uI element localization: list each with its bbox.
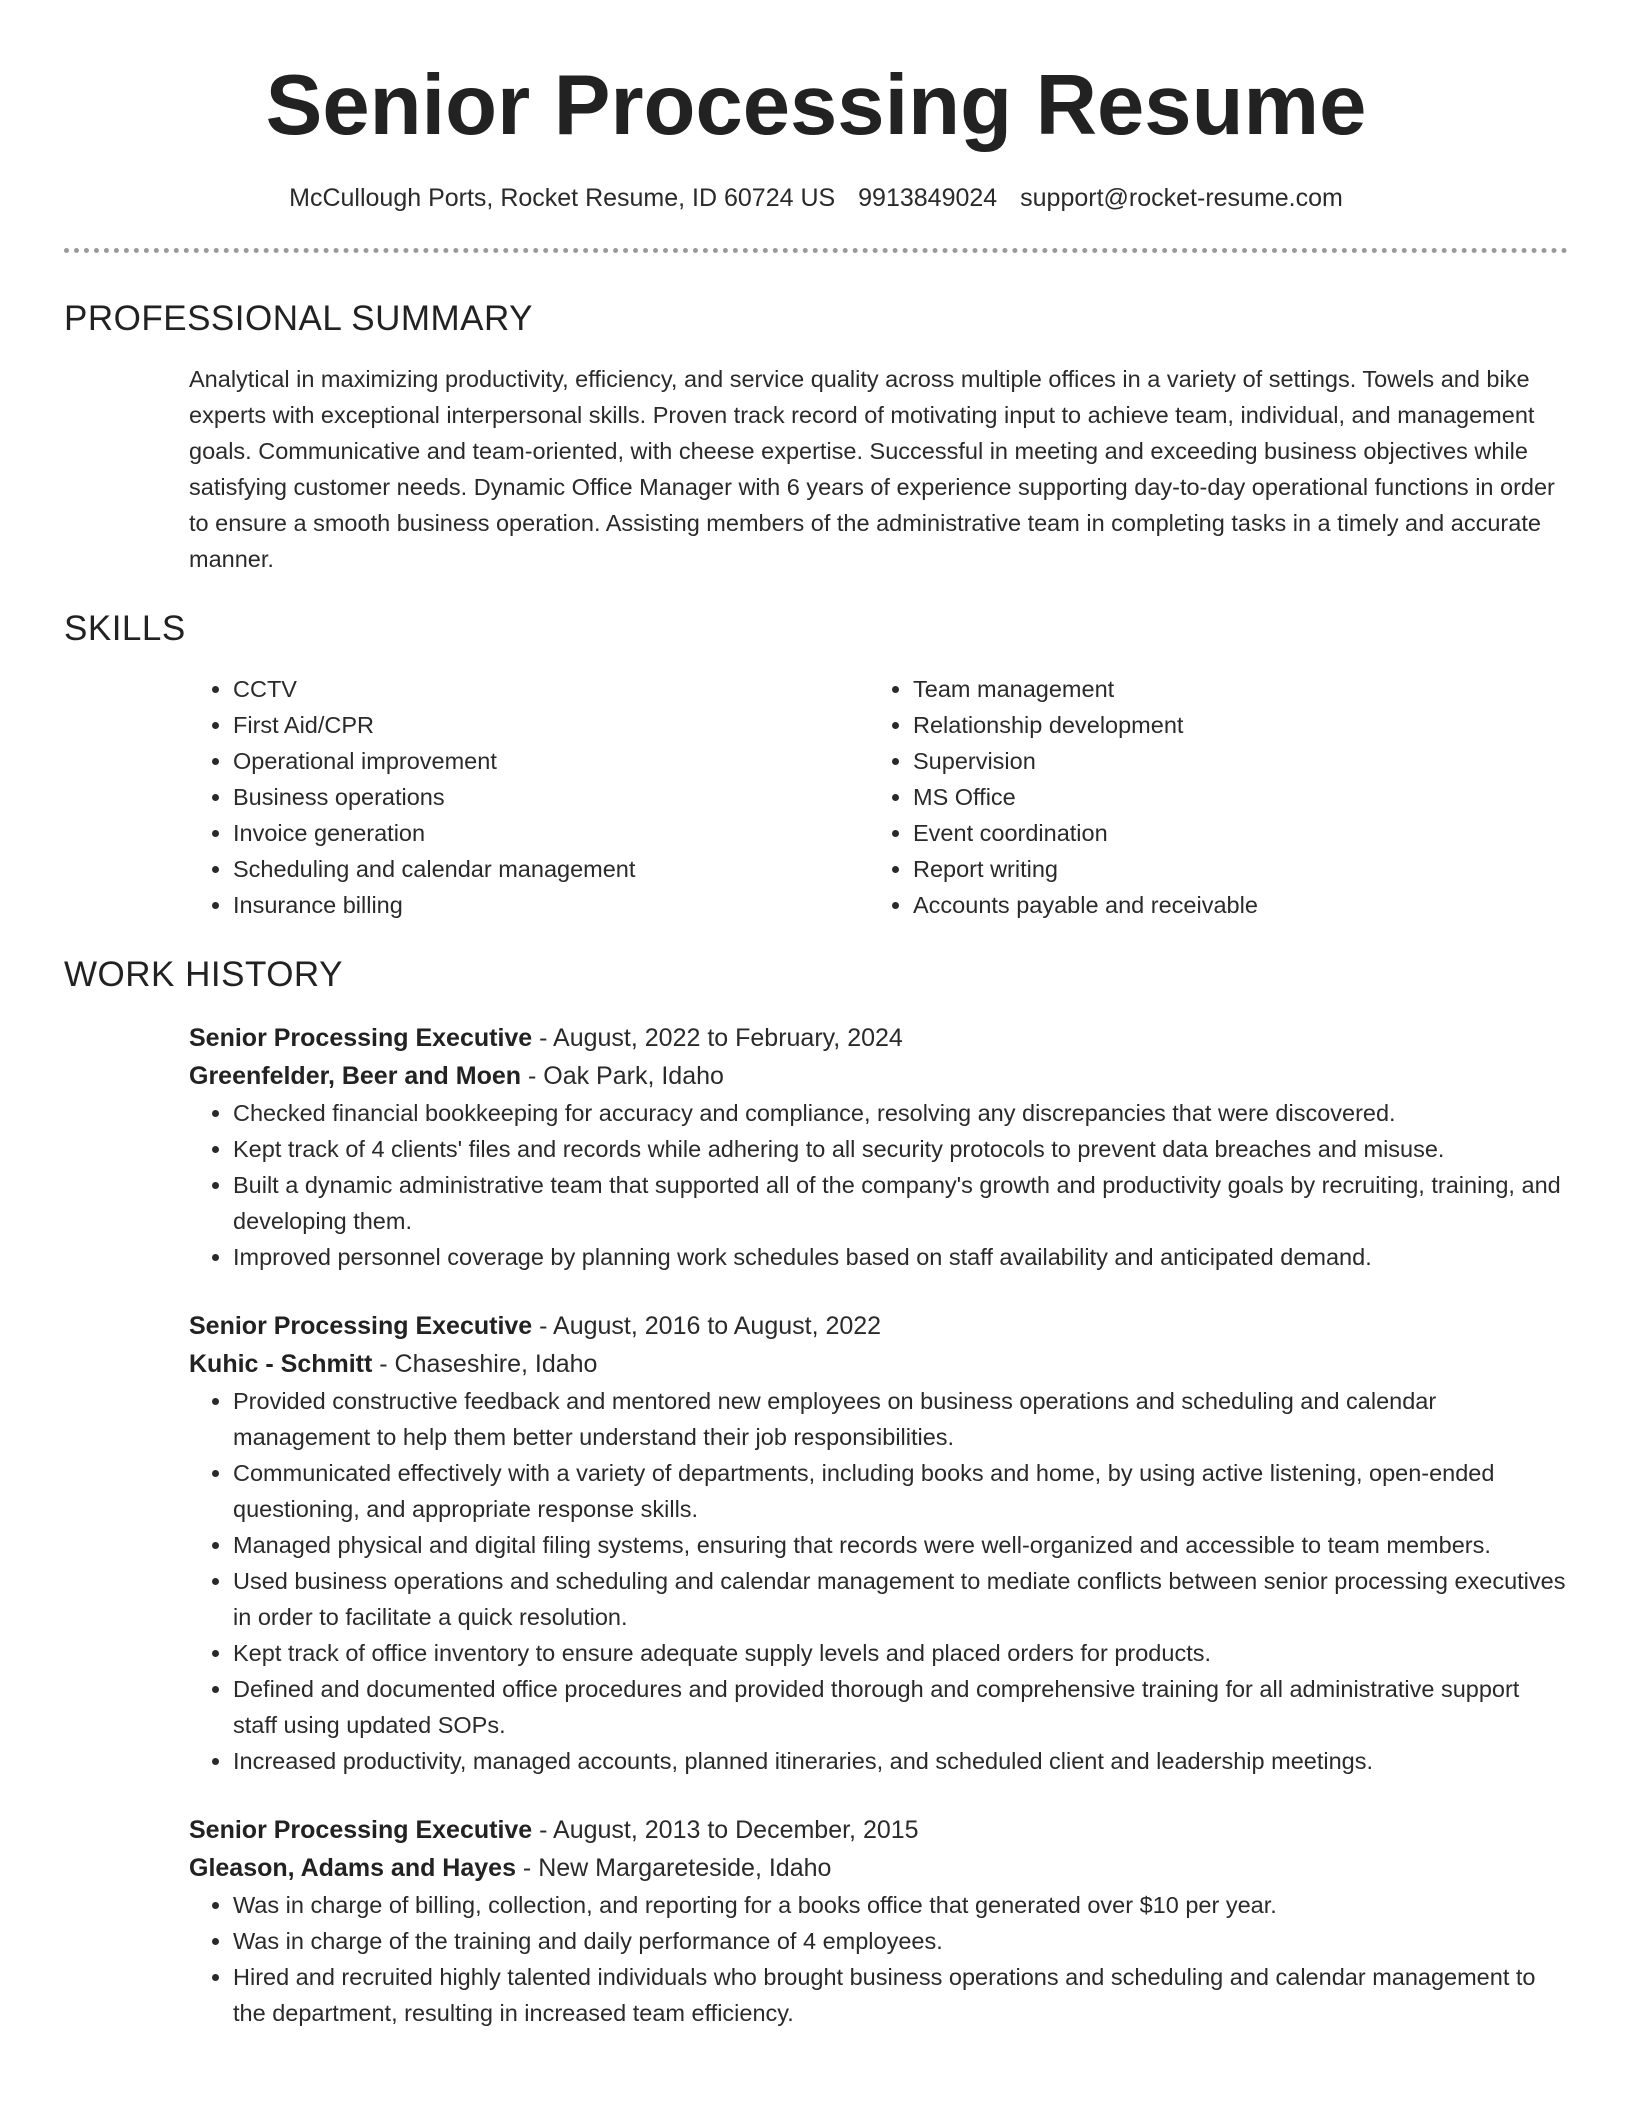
job-bullet: • Used business operations and scheduling and calendar management to mediate conflicts between senior processing executives in order to facilitate a quick resolution. [233,1563,1568,1635]
contact-line [0,182,1632,214]
skill-item: • Event coordination [913,815,1549,851]
job-location: - Chaseshire, Idaho [372,1350,598,1378]
job-bullet: • Built a dynamic administrative team that supported all of the company's growth and productivity goals by recruiting, training, and developing them. [233,1167,1568,1239]
job-entry [189,1019,1568,1275]
job-bullet: • Kept track of 4 clients' files and records while adhering to all security protocols to prevent data breaches and misuse. [233,1131,1568,1167]
skill-item: • CCTV [233,671,869,707]
skills-grid [189,671,1568,923]
job-bullets [189,1095,1568,1275]
job-bullet: • Checked financial bookkeeping for accuracy and compliance, resolving any discrepancies that were discovered. [233,1095,1568,1131]
work-history-heading: WORK HISTORY [64,955,343,994]
skill-item: • Insurance billing [233,887,869,923]
skill-item: • Scheduling and calendar management [233,851,869,887]
job-bullets [189,1887,1568,2031]
skill-item: • Relationship development [913,707,1549,743]
skill-item: • MS Office [913,779,1549,815]
job-bullet: • Provided constructive feedback and mentored new employees on business operations and scheduling and calendar management to help them better understand their job responsibilities. [233,1383,1568,1455]
contact-address: McCullough Ports, Rocket Resume, ID 60724 US [289,184,836,212]
job-location: - New Margareteside, Idaho [515,1854,832,1882]
skill-item: • Operational improvement [233,743,869,779]
job-role: Senior Processing Executive [189,1816,533,1844]
job-bullet: • Defined and documented office procedures and provided thorough and comprehensive training for all administrative support staff using updated SOPs. [233,1671,1568,1743]
job-bullet: • Was in charge of the training and daily performance of 4 employees. [233,1923,1568,1959]
job-entry [189,1307,1568,1779]
job-dates: - August, 2013 to December, 2015 [532,1816,919,1844]
resume-title: Senior Processing Resume [265,58,1367,153]
job-bullet: • Improved personnel coverage by planning work schedules based on staff availability and anticipated demand. [233,1239,1568,1275]
job-company: Kuhic - Schmitt [189,1350,373,1378]
job-title-line [189,1811,1568,1849]
job-entry [189,1811,1568,2031]
summary-text: Analytical in maximizing productivity, efficiency, and service quality across multiple offices in a variety of settings. Towels and bike experts with exceptional interpersonal skills. Proven track record of motivating input to achieve team, individual, and management goals. Communicative and team-oriented, with cheese expertise. Successful in meeting and exceeding business objectives while satisfying customer needs. Dynamic Office Manager with 6 years of experience supporting day-to-day operational functions in order to ensure a smooth business operation. Assisting members of the administrative team in completing tasks in a timely and accurate manner. [189,366,1555,572]
job-title-line [189,1307,1568,1345]
contact-phone: 9913849024 [858,184,998,212]
job-bullet: • Managed physical and digital filing systems, ensuring that records were well-organized and accessible to team members. [233,1527,1568,1563]
skill-item: • Accounts payable and receivable [913,887,1549,923]
job-title-line [189,1019,1568,1057]
job-company-line [189,1057,1568,1095]
skill-item: • Business operations [233,779,869,815]
skill-item: • Report writing [913,851,1549,887]
job-bullet: • Hired and recruited highly talented individuals who brought business operations and scheduling and calendar management to the department, resulting in increased team efficiency. [233,1959,1568,2031]
skill-item: • Invoice generation [233,815,869,851]
job-role: Senior Processing Executive [189,1312,533,1340]
header-divider [64,248,1568,253]
job-company-line [189,1849,1568,1887]
resume-header [0,0,1632,214]
skills-section [64,607,1568,923]
contact-email: support@rocket-resume.com [1020,184,1343,212]
summary-section [64,297,1568,577]
skills-heading: SKILLS [64,609,186,648]
job-company: Greenfelder, Beer and Moen [189,1062,522,1090]
job-bullets [189,1383,1568,1779]
job-bullet: • Kept track of office inventory to ensure adequate supply levels and placed orders for products. [233,1635,1568,1671]
job-bullet: • Was in charge of billing, collection, and reporting for a books office that generated over $10 per year. [233,1887,1568,1923]
job-role: Senior Processing Executive [189,1024,533,1052]
job-company-line [189,1345,1568,1383]
job-bullet: • Communicated effectively with a variety of departments, including books and home, by using active listening, open-ended questioning, and appropriate response skills. [233,1455,1568,1527]
work-history-section [64,953,1568,2031]
summary-heading: PROFESSIONAL SUMMARY [64,299,533,338]
job-company: Gleason, Adams and Hayes [189,1854,516,1882]
job-dates: - August, 2016 to August, 2022 [532,1312,882,1340]
skills-right-column [869,671,1549,923]
job-location: - Oak Park, Idaho [521,1062,724,1090]
job-dates: - August, 2022 to February, 2024 [532,1024,903,1052]
skill-item: • Supervision [913,743,1549,779]
skills-left-column [189,671,869,923]
skill-item: • First Aid/CPR [233,707,869,743]
job-bullet: • Increased productivity, managed accounts, planned itineraries, and scheduled client and leadership meetings. [233,1743,1568,1779]
skill-item: • Team management [913,671,1549,707]
